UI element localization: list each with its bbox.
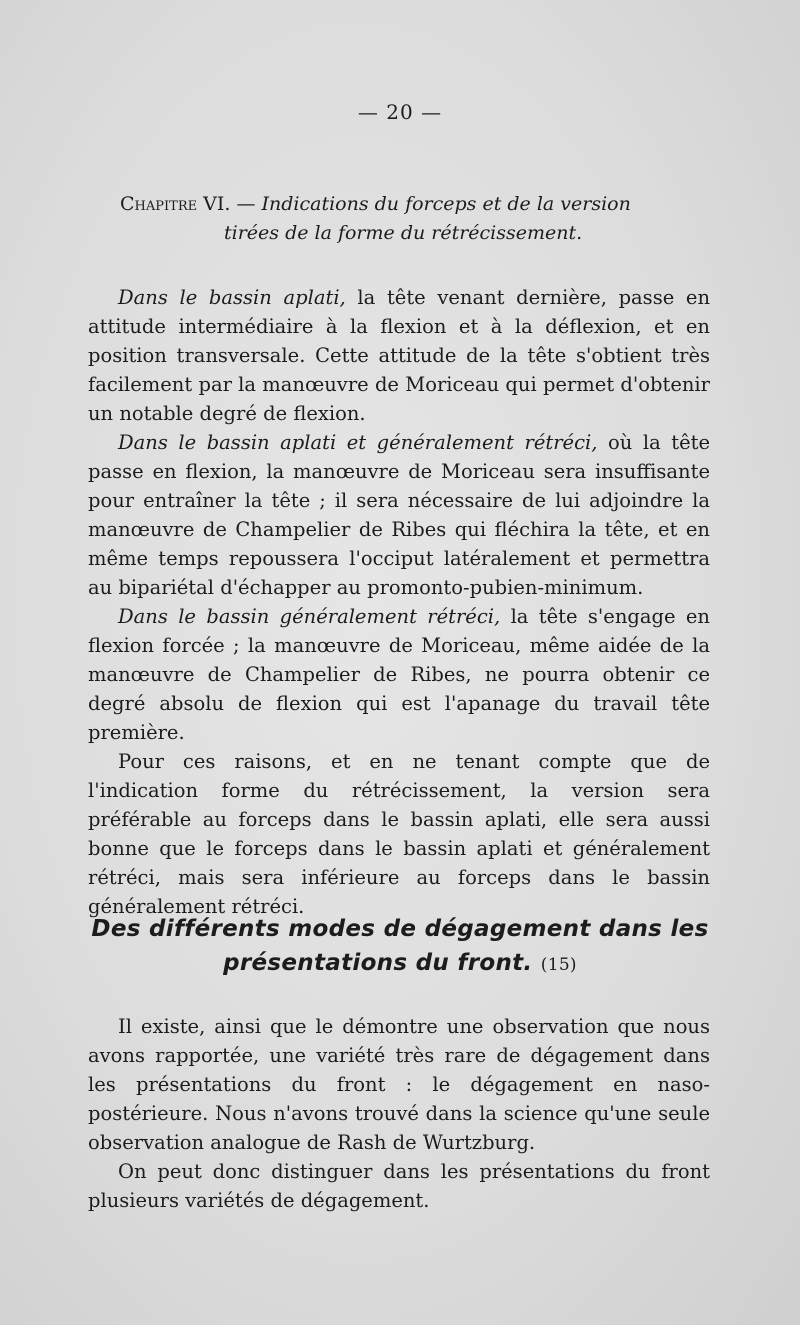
paragraph [88, 283, 710, 428]
paragraph [88, 747, 710, 921]
chapter-body [88, 283, 710, 921]
paragraph [88, 1012, 710, 1157]
paragraph-text: la tête s'engage en flexion forcée ; la manœuvre de Moriceau, même aidée de la manœuvre de Champelier de Ribes, ne pourra obtenir ce degré absolu de flexion qui est l'apanage du travail tête première. [88, 605, 710, 744]
section-title-line2: présentations du front. [223, 950, 533, 976]
paragraph-text: la tête venant dernière, passe en attitude intermédiaire à la flexion et à la déflexion, et en position transversale. Cette attitude de la tête s'obtient très facilement par la manœuvre de Moriceau qui permet d'obtenir un notable degré de flexion. [88, 286, 711, 425]
paragraph-lead: Dans le bassin aplati et généralement rétréci, [118, 431, 598, 454]
paragraph-lead: Dans le bassin généralement rétréci, [118, 605, 501, 628]
page-number: — 20 — [357, 100, 443, 124]
chapter-title-line2: tirées de la forme du rétrécissement. [224, 222, 583, 244]
paragraph [88, 428, 710, 602]
chapter-label: Chapitre VI. [120, 193, 231, 215]
section-note-ref: (15) [540, 955, 577, 975]
paragraph [88, 1157, 710, 1215]
paragraph-lead: Dans le bassin aplati, [118, 286, 346, 309]
chapter-title-line1: Indications du forceps et de la version [261, 193, 631, 215]
paragraph-text: On peut donc distinguer dans les présentations du front plusieurs variétés de dégagement. [88, 1160, 710, 1212]
paragraph [88, 602, 710, 747]
paragraph-text: Pour ces raisons, et en ne tenant compte que de l'indication forme du rétrécissement, la version sera préférable au forceps dans le bassin aplati, elle sera aussi bonne que le forceps dans le bassin aplati et généralement rétréci, mais sera inférieure au forceps dans le bassin généralement rétréci. [88, 750, 710, 918]
chapter-dash: — [230, 193, 262, 215]
paragraph-text: où la tête passe en flexion, la manœuvre de Moriceau sera insuffisante pour entraîner la tête ; il sera nécessaire de lui adjoindre la manœuvre de Champelier de Ribes qui fléchira la tête, et en même temps repoussera l'occiput latéralement et permettra au bipariétal d'échapper au promonto-pubien-minimum. [88, 431, 710, 599]
section-title-line2-wrap [85, 946, 715, 982]
section-title-line1: Des différents modes de dégagement dans les [91, 916, 709, 942]
chapter-heading [120, 190, 700, 248]
section-body [88, 1012, 710, 1215]
paragraph-text: Il existe, ainsi que le démontre une observation que nous avons rapportée, une variété très rare de dégagement dans les présentations du front : le dégagement en naso-postérieure. Nous n'avons trouvé dans la science qu'une seule observation analogue de Rash de Wurtzburg. [88, 1015, 710, 1154]
section-heading [85, 912, 715, 982]
